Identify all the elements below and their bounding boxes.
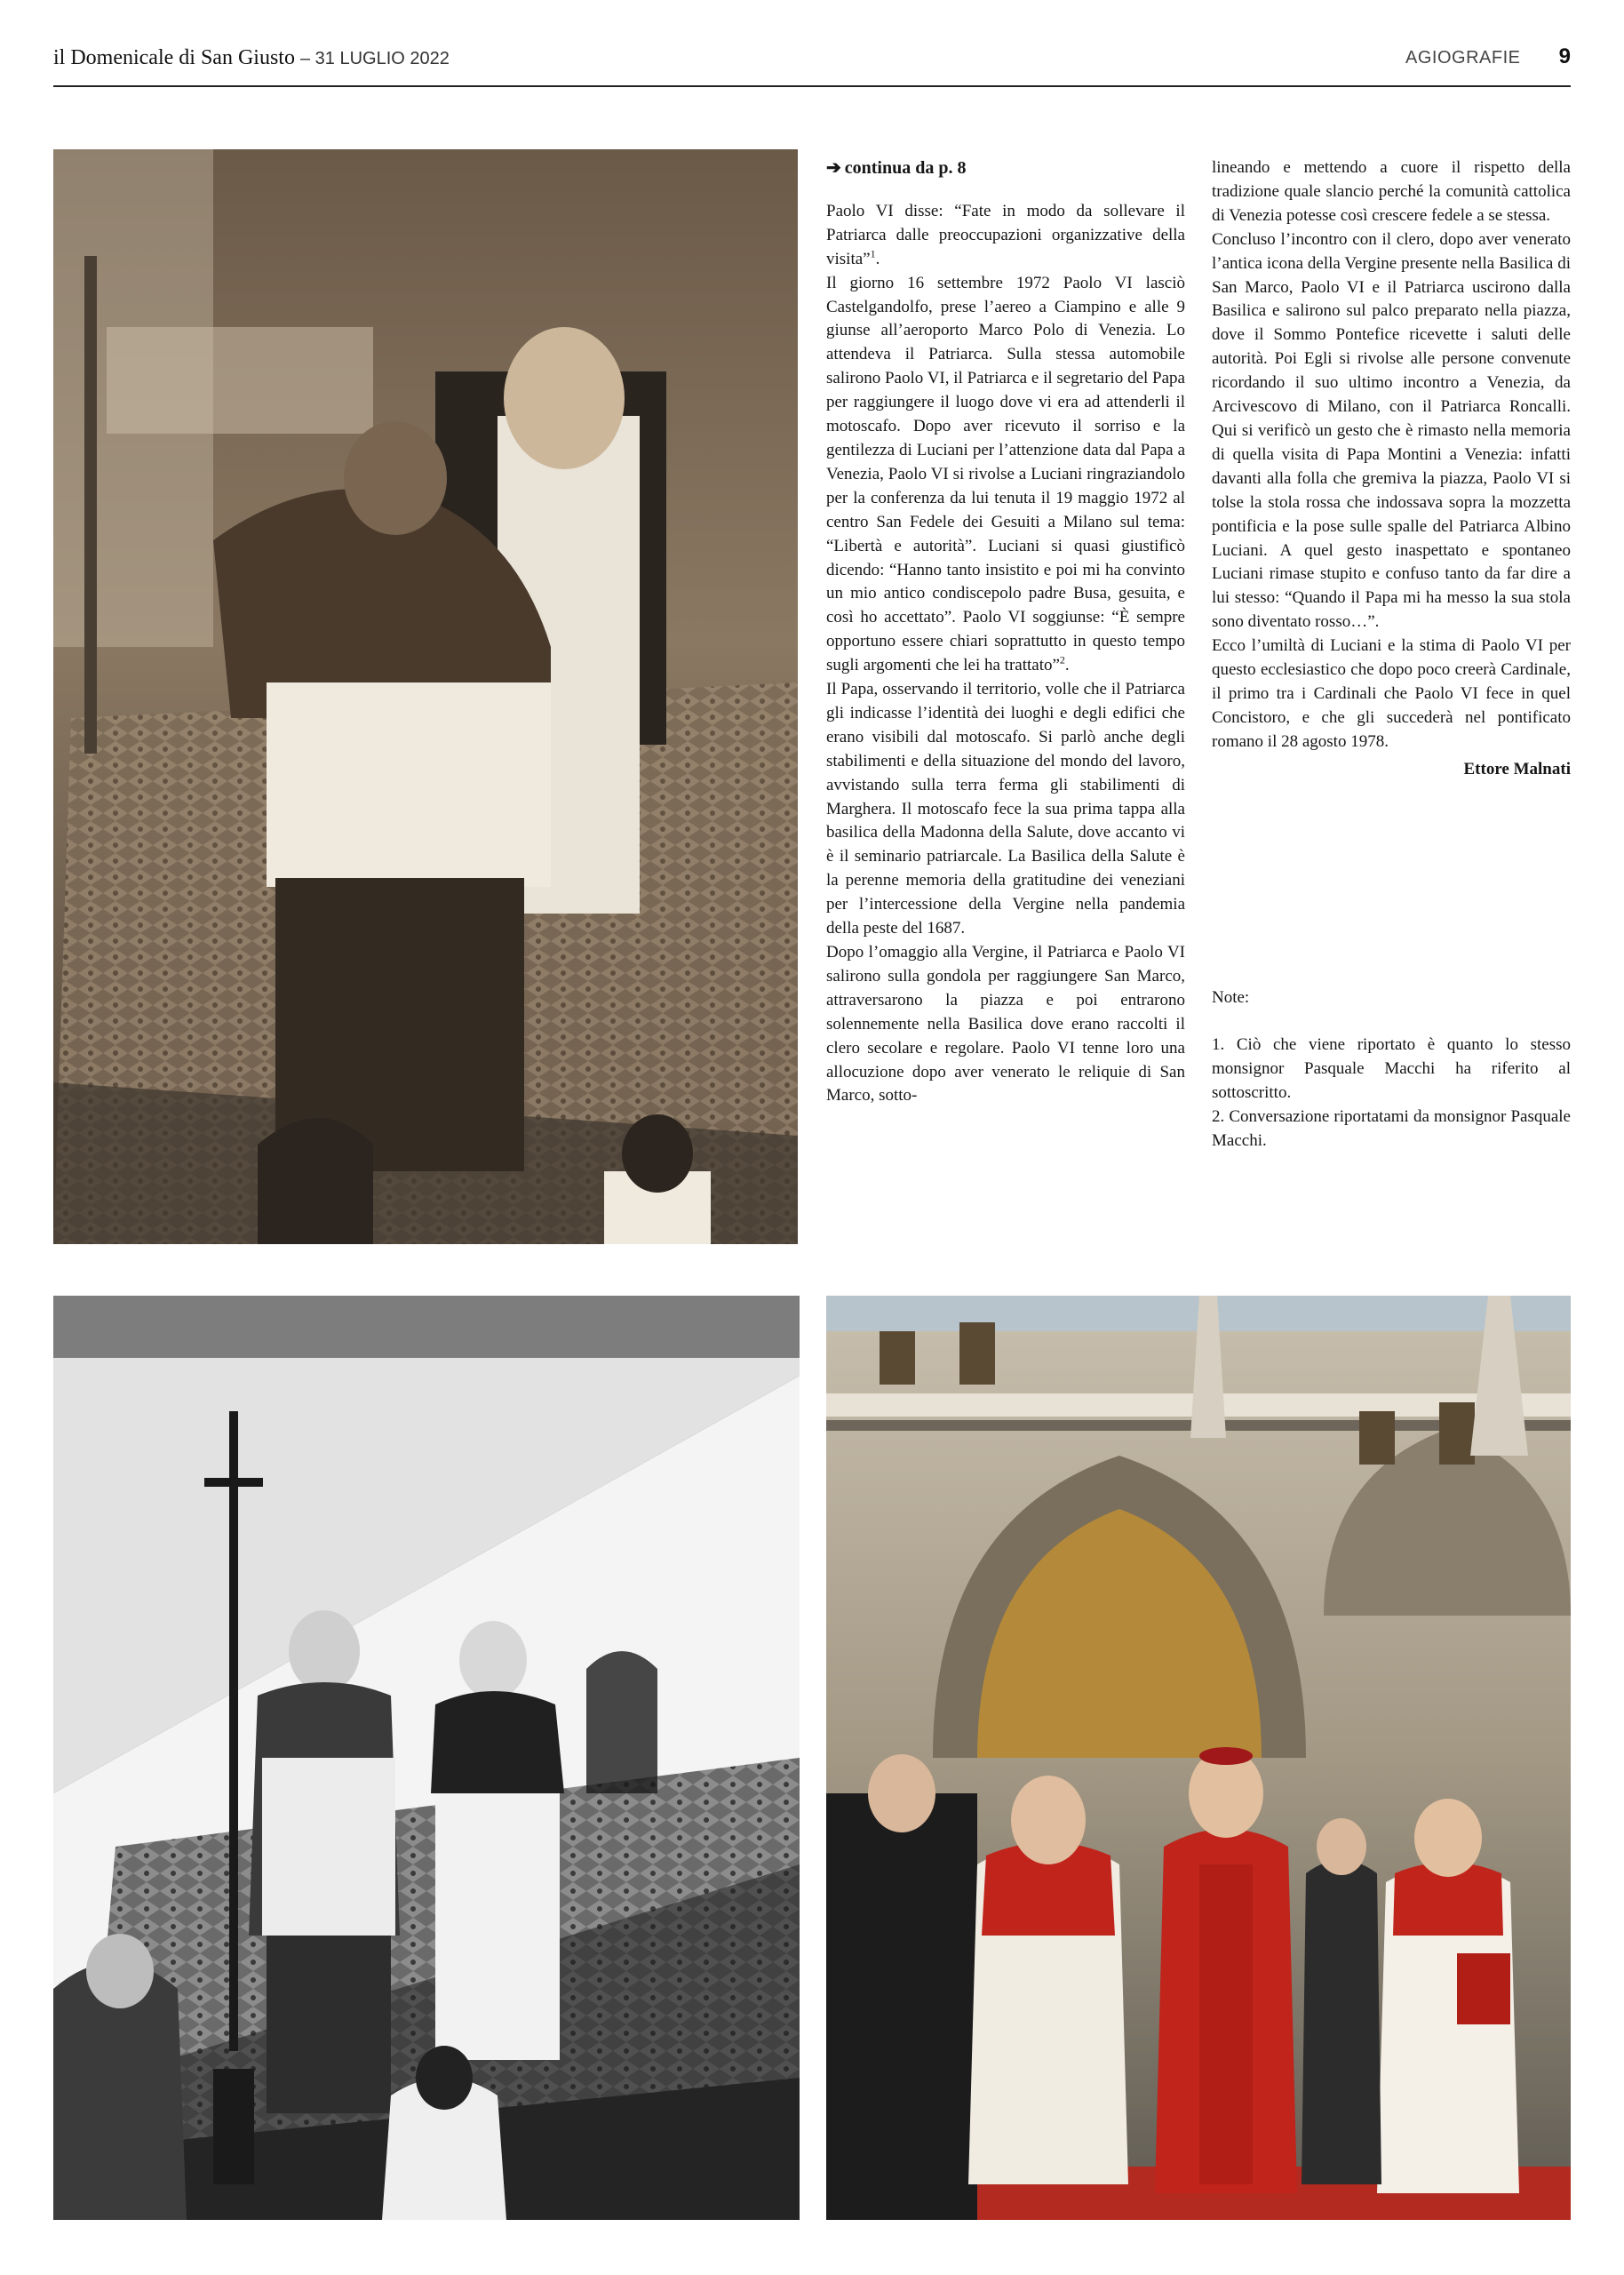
continued-from: ➔ continua da p. 8 bbox=[826, 156, 1185, 180]
footnote-ref: 2 bbox=[1059, 653, 1065, 667]
article-paragraph: lineando e mettendo a cuore il rispetto della tradizione quale slancio perché la comunità cattolica di Venezia potesse così crescere fedele a se stessa. bbox=[1212, 158, 1571, 225]
issue-date: – 31 LUGLIO 2022 bbox=[299, 49, 450, 68]
arrow-right-icon: ➔ bbox=[826, 158, 841, 178]
page-number: 9 bbox=[1558, 44, 1571, 68]
newspaper-name: il Domenicale di San Giusto bbox=[53, 46, 295, 69]
article-paragraph: Concluso l’incontro con il clero, dopo aver venerato l’antica icona della Vergine presente nella Basilica di San Marco, Paolo VI e il Patriarca uscirono dalla Basilica e salirono sul palco preparato nella piazza, dove il Sommo Pontefice ricevette i saluti delle autorità. Poi Egli si rivolse alle persone convenute ricordando il suo ultimo incontro a Venezia, da Arcivescovo di Milano, con il Patriarca Roncalli. Qui si verificò un gesto che è rimasto nella memoria di quella visita di Papa Montini a Venezia: infatti davanti alla folla che gremiva la piazza, Paolo VI si tolse la stola rossa che indossava sopra la mozzetta pontificia e la pose sulle spalle del Patriarca Albino Luciani. A quel gesto inaspettato e spontaneo Luciani rimase stupito e confuso tanto da far dire a lui stesso: “Quando il Papa mi ha messo la sua stola sono diventato rosso…”. bbox=[1212, 229, 1571, 632]
photo-san-marco-color bbox=[826, 1296, 1571, 2220]
footnote-ref: 1 bbox=[870, 247, 876, 260]
article-paragraph: Ecco l’umiltà di Luciani e la stima di Paolo VI per questo ecclesiastico che dopo poco creerà Cardinale, il primo tra i Cardinali che Paolo VI fece in quel Concistoro, e che gli succederà nel pontificato romano il 28 agosto 1978. bbox=[1212, 636, 1571, 751]
photo-pope-embrace-sepia bbox=[53, 149, 798, 1244]
notes-title: Note: bbox=[1212, 987, 1250, 1007]
author-byline: Ettore Malnati bbox=[1463, 759, 1571, 778]
page-header bbox=[53, 37, 1571, 87]
article-column-2 bbox=[1212, 156, 1571, 1153]
article-paragraph: Il giorno 16 settembre 1972 Paolo VI lasciò Castelgandolfo, prese l’aereo a Ciampino e alle 9 giunse all’aeroporto Marco Polo di Venezia. Lo attendeva il Patriarca. Sulla stessa automobile salirono Paolo VI, il Patriarca e il segretario del Papa per raggiungere il luogo dove vi era ad attenderli il motoscafo. Dopo aver ricevuto il sorriso e la gentilezza di Luciani per l’attenzione data dal Papa a Venezia, Paolo VI si rivolse a Luciani ringraziandolo per la conferenza da lui tenuta il 19 maggio 1972 al centro San Fedele dei Gesuiti a Milano sul tema: “Libertà e autorità”. Luciani si quasi giustificò dicendo: “Hanno tanto insistito e poi mi ha convinto un mio antico condiscepolo padre Busa, gesuita, e così ho accettato”. Paolo VI soggiunse: “È sempre opportuno essere chiari soprattutto in questo tempo sugli argomenti che lei ha trattato”$^2$. bbox=[826, 273, 1185, 675]
article-paragraph: Paolo VI disse: “Fate in modo da sollevare il Patriarca dalle preoccupazioni organizzative della visita”$^1$. bbox=[826, 201, 1185, 268]
note-item: 1. Ciò che viene riportato è quanto lo stesso monsignor Pasquale Macchi ha riferito al sottoscritto. bbox=[1212, 1035, 1571, 1103]
article-paragraph: Il Papa, osservando il territorio, volle che il Patriarca gli indicasse l’identità dei luoghi e degli edifici che erano visibili dal motoscafo. Si parlò anche degli stabilimenti e della situazione del mondo del lavoro, avvistando sulla terra ferma gli stabilimenti di Marghera. Il motoscafo fece la sua prima tappa alla basilica della Madonna della Salute, dove accanto vi è il seminario patriarcale. La Basilica della Salute è la perenne memoria della gratitudine dei veneziani per l’intercessione della Vergine nella pandemia della peste del 1687. bbox=[826, 680, 1185, 938]
section-name: AGIOGRAFIE bbox=[1405, 48, 1521, 68]
article-paragraph: Dopo l’omaggio alla Vergine, il Patriarca e Paolo VI salirono sulla gondola per raggiungere San Marco, attraversarono la piazza e poi entrarono solennemente nella Basilica dove erano raccolti il clero secolare e regolare. Paolo VI tenne loro una allocuzione dopo aver venerato le reliquie di San Marco, sotto- bbox=[826, 943, 1185, 1106]
masthead bbox=[53, 46, 450, 70]
note-item: 2. Conversazione riportatami da monsignor Pasquale Macchi. bbox=[1212, 1107, 1571, 1151]
photo-platform-bw bbox=[53, 1296, 800, 2220]
article-column-1 bbox=[826, 156, 1185, 1108]
